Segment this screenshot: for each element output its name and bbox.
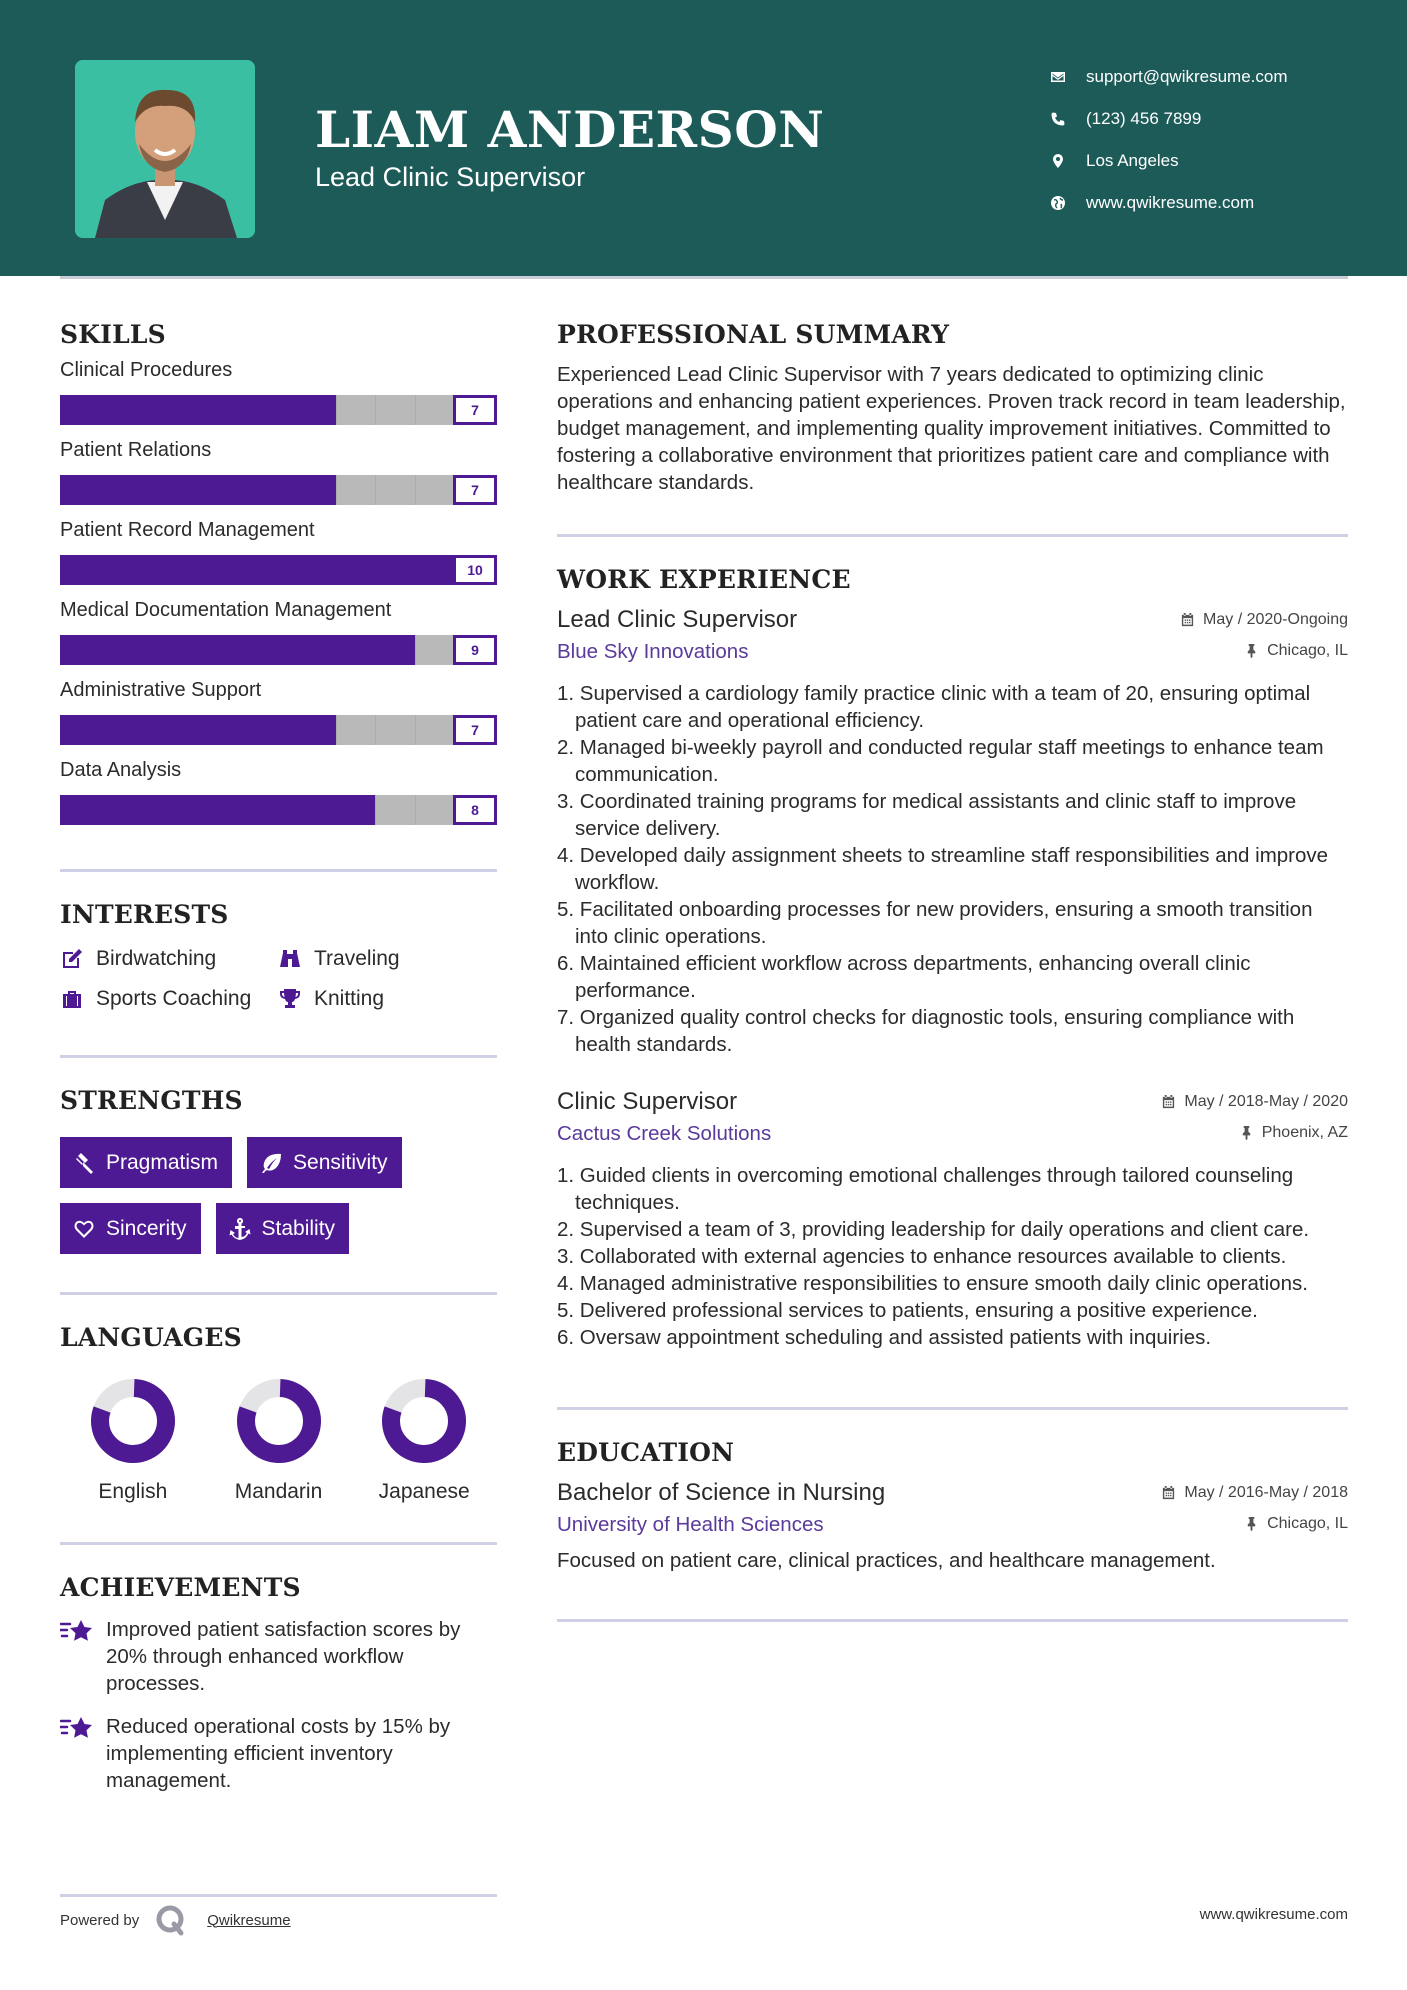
candidate-title: Lead Clinic Supervisor [315, 162, 586, 192]
strength-tag [60, 1137, 232, 1188]
interest-item [278, 987, 478, 1011]
contact-phone-text: (123) 456 7899 [1086, 109, 1202, 128]
strength-label: Stability [261, 1216, 336, 1240]
job-date-text: May / 2020-Ongoing [1203, 610, 1348, 628]
phone-icon [1050, 111, 1086, 127]
candidate-name: LIAM ANDERSON [315, 100, 825, 159]
job-bullet: 1. Supervised a cardiology family practice clinic with a team of 20, ensuring optimal patient care and operational efficiency. [557, 682, 1311, 732]
profile-photo-image [75, 60, 255, 238]
skill-value: 8 [453, 795, 497, 825]
resume-header [0, 0, 1407, 276]
job-header [557, 606, 1348, 634]
education-entry [557, 1479, 1348, 1573]
contact-email-text: support@qwikresume.com [1086, 67, 1288, 86]
strength-label: Sincerity [106, 1216, 187, 1240]
section-divider [60, 1542, 497, 1545]
powered-by-label: Powered by [60, 1911, 140, 1929]
skill-fill [60, 475, 336, 505]
pushpin-icon [1244, 643, 1259, 658]
calendar-icon [1161, 1485, 1176, 1500]
skill-value: 7 [453, 715, 497, 745]
job-date-text: May / 2018-May / 2020 [1184, 1092, 1348, 1110]
skill-name: Patient Relations [60, 439, 212, 461]
experience-title: WORK EXPERIENCE [557, 565, 851, 594]
qwikresume-logo-icon [155, 1904, 187, 1936]
interest-item [278, 947, 478, 971]
interest-label: Knitting [314, 987, 385, 1010]
summary-title: PROFESSIONAL SUMMARY [557, 320, 950, 349]
job-bullet: 4. Developed daily assignment sheets to streamline staff responsibilities and improve workflow. [557, 844, 1329, 894]
skill-bar [60, 795, 497, 825]
education-description: Focused on patient care, clinical practices, and healthcare management. [557, 1549, 1216, 1572]
skill-value: 7 [453, 395, 497, 425]
skill-name: Administrative Support [60, 679, 262, 701]
contact-website[interactable] [1050, 182, 1288, 224]
pushpin-icon [1244, 1516, 1259, 1531]
language-label: English [98, 1480, 168, 1503]
section-divider [60, 1055, 497, 1058]
job-location-text: Phoenix, AZ [1261, 1123, 1348, 1141]
achievement-text: Improved patient satisfaction scores by 20% through enhanced workflow processes. [106, 1618, 461, 1695]
skill-item [60, 439, 497, 505]
section-divider [557, 1619, 1348, 1622]
job-header [557, 1088, 1348, 1116]
suitcase-icon [60, 987, 84, 1011]
education-header [557, 1479, 1348, 1507]
powered-by [60, 1904, 291, 1936]
job-bullet: 4. Managed administrative responsibilities to ensure smooth daily clinic operations. [557, 1272, 1308, 1295]
achievement-text: Reduced operational costs by 15% by implementing efficient inventory management. [106, 1715, 451, 1792]
skill-value: 9 [453, 635, 497, 665]
skill-value: 10 [453, 555, 497, 585]
strength-label: Pragmatism [106, 1150, 219, 1174]
interest-item [60, 947, 278, 971]
education-title: EDUCATION [557, 1438, 735, 1467]
company-name: Cactus Creek Solutions [557, 1122, 772, 1145]
job-location [1244, 642, 1348, 660]
job-bullets [557, 1162, 1348, 1351]
interest-label: Traveling [314, 947, 400, 970]
job-bullet: 3. Coordinated training programs for medical assistants and clinic staff to improve service delivery. [557, 790, 1297, 840]
envelope-icon [1050, 69, 1086, 85]
skill-value: 7 [453, 475, 497, 505]
strengths-title: STRENGTHS [60, 1086, 243, 1115]
skill-bar [60, 475, 497, 505]
contact-location-text: Los Angeles [1086, 151, 1179, 170]
anchor-icon [228, 1217, 252, 1241]
job-bullet: 1. Guided clients in overcoming emotional challenges through tailored counseling techniques. [557, 1164, 1294, 1214]
achievements-title: ACHIEVEMENTS [60, 1573, 301, 1602]
language-label: Mandarin [234, 1480, 323, 1503]
interest-label: Birdwatching [96, 947, 217, 970]
skill-name: Medical Documentation Management [60, 599, 392, 621]
job-date [1161, 1093, 1348, 1111]
job-bullet: 3. Collaborated with external agencies to enhance resources available to clients. [557, 1245, 1287, 1268]
skill-name: Data Analysis [60, 759, 182, 781]
company-name: Blue Sky Innovations [557, 640, 749, 663]
language-label: Japanese [378, 1480, 470, 1503]
job-bullet: 6. Maintained efficient workflow across departments, enhancing overall clinic performance. [557, 952, 1251, 1002]
job-bullet: 6. Oversaw appointment scheduling and assisted patients with inquiries. [557, 1326, 1212, 1349]
skill-fill [60, 795, 375, 825]
job-bullet: 2. Managed bi-weekly payroll and conducted regular staff meetings to enhance team communication. [557, 736, 1324, 786]
skill-bar [60, 635, 497, 665]
skill-fill [60, 715, 336, 745]
job-location [1239, 1124, 1348, 1142]
gavel-icon [72, 1151, 96, 1175]
job-subheader [557, 640, 1348, 664]
profile-photo [75, 60, 255, 238]
education-location [1244, 1515, 1348, 1533]
star-achievement-icon [60, 1618, 94, 1646]
skill-bar [60, 555, 497, 585]
interest-item [60, 987, 278, 1011]
heart-icon [72, 1217, 96, 1241]
skill-fill [60, 635, 415, 665]
languages-title: LANGUAGES [60, 1323, 242, 1352]
job-title: Lead Clinic Supervisor [557, 606, 798, 633]
skill-item [60, 359, 497, 425]
skill-name: Clinical Procedures [60, 359, 233, 381]
right-column [557, 320, 1348, 1622]
leaf-icon [259, 1151, 283, 1175]
education-date-text: May / 2016-May / 2018 [1184, 1483, 1348, 1501]
strength-tag [60, 1203, 201, 1254]
skill-fill [60, 555, 497, 585]
skill-item [60, 679, 497, 745]
school-name: University of Health Sciences [557, 1513, 824, 1536]
strength-tag [247, 1137, 402, 1188]
footer-website[interactable]: www.qwikresume.com [1199, 1906, 1348, 1923]
trophy-icon [278, 987, 302, 1011]
skill-bar [60, 395, 497, 425]
map-marker-icon [1050, 153, 1086, 169]
qwikresume-link[interactable]: Qwikresume [207, 1911, 291, 1929]
interest-label: Sports Coaching [96, 987, 252, 1010]
contact-list [1050, 56, 1288, 224]
pushpin-icon [1239, 1125, 1254, 1140]
header-divider [60, 276, 1348, 279]
achievement-item [60, 1616, 497, 1697]
education-date [1161, 1484, 1348, 1502]
interests-title: INTERESTS [60, 900, 229, 929]
job-date [1180, 611, 1348, 629]
section-divider [557, 534, 1348, 537]
education-location-text: Chicago, IL [1267, 1514, 1348, 1532]
summary-text: Experienced Lead Clinic Supervisor with 7 years dedicated to optimizing clinic operations and enhancing patient experiences. Proven track record in team leadership, budget management, and implementing quality improvement initiatives. Committed to fostering a collaborative environment that prioritizes patient care and compliance with healthcare standards. [557, 363, 1346, 494]
job-entry [557, 606, 1348, 1058]
section-divider [60, 869, 497, 872]
skill-fill [60, 395, 336, 425]
strength-label: Sensitivity [293, 1150, 388, 1174]
edit-icon [60, 947, 84, 971]
contact-phone[interactable] [1050, 98, 1288, 140]
job-bullet: 5. Facilitated onboarding processes for new providers, ensuring a smooth transition into clinic operations. [557, 898, 1313, 948]
section-divider [60, 1292, 497, 1295]
skill-name: Patient Record Management [60, 519, 315, 541]
calendar-icon [1180, 612, 1195, 627]
interests-list [60, 947, 497, 1011]
section-divider [557, 1407, 1348, 1410]
job-bullet: 5. Delivered professional services to patients, ensuring a positive experience. [557, 1299, 1258, 1322]
skill-item [60, 519, 497, 585]
languages-list [60, 1376, 497, 1504]
language-donut [234, 1376, 324, 1466]
star-achievement-icon [60, 1715, 94, 1743]
language-item [351, 1376, 497, 1504]
language-item [206, 1376, 352, 1504]
language-item [60, 1376, 206, 1504]
education-subheader [557, 1513, 1348, 1537]
job-title: Clinic Supervisor [557, 1088, 738, 1115]
binoculars-icon [278, 947, 302, 971]
job-location-text: Chicago, IL [1267, 641, 1348, 659]
calendar-icon [1161, 1094, 1176, 1109]
job-subheader [557, 1122, 1348, 1146]
strengths-list [60, 1137, 497, 1254]
left-column [60, 320, 497, 1794]
contact-location [1050, 140, 1288, 182]
strength-tag [216, 1203, 350, 1254]
job-bullets [557, 680, 1348, 1058]
degree-name: Bachelor of Science in Nursing [557, 1479, 886, 1506]
skill-item [60, 599, 497, 665]
job-entry [557, 1088, 1348, 1351]
job-bullet: 7. Organized quality control checks for diagnostic tools, ensuring compliance with health standards. [557, 1006, 1295, 1056]
job-bullet: 2. Supervised a team of 3, providing leadership for daily operations and client care. [557, 1218, 1310, 1241]
skill-bar [60, 715, 497, 745]
skill-item [60, 759, 497, 825]
footer-divider [60, 1894, 497, 1897]
contact-email[interactable] [1050, 56, 1288, 98]
achievements-list [60, 1616, 497, 1794]
language-donut [88, 1376, 178, 1466]
achievement-item [60, 1713, 497, 1794]
contact-website-text: www.qwikresume.com [1086, 193, 1255, 212]
globe-icon [1050, 195, 1086, 211]
skills-title: SKILLS [60, 320, 166, 349]
language-donut [379, 1376, 469, 1466]
